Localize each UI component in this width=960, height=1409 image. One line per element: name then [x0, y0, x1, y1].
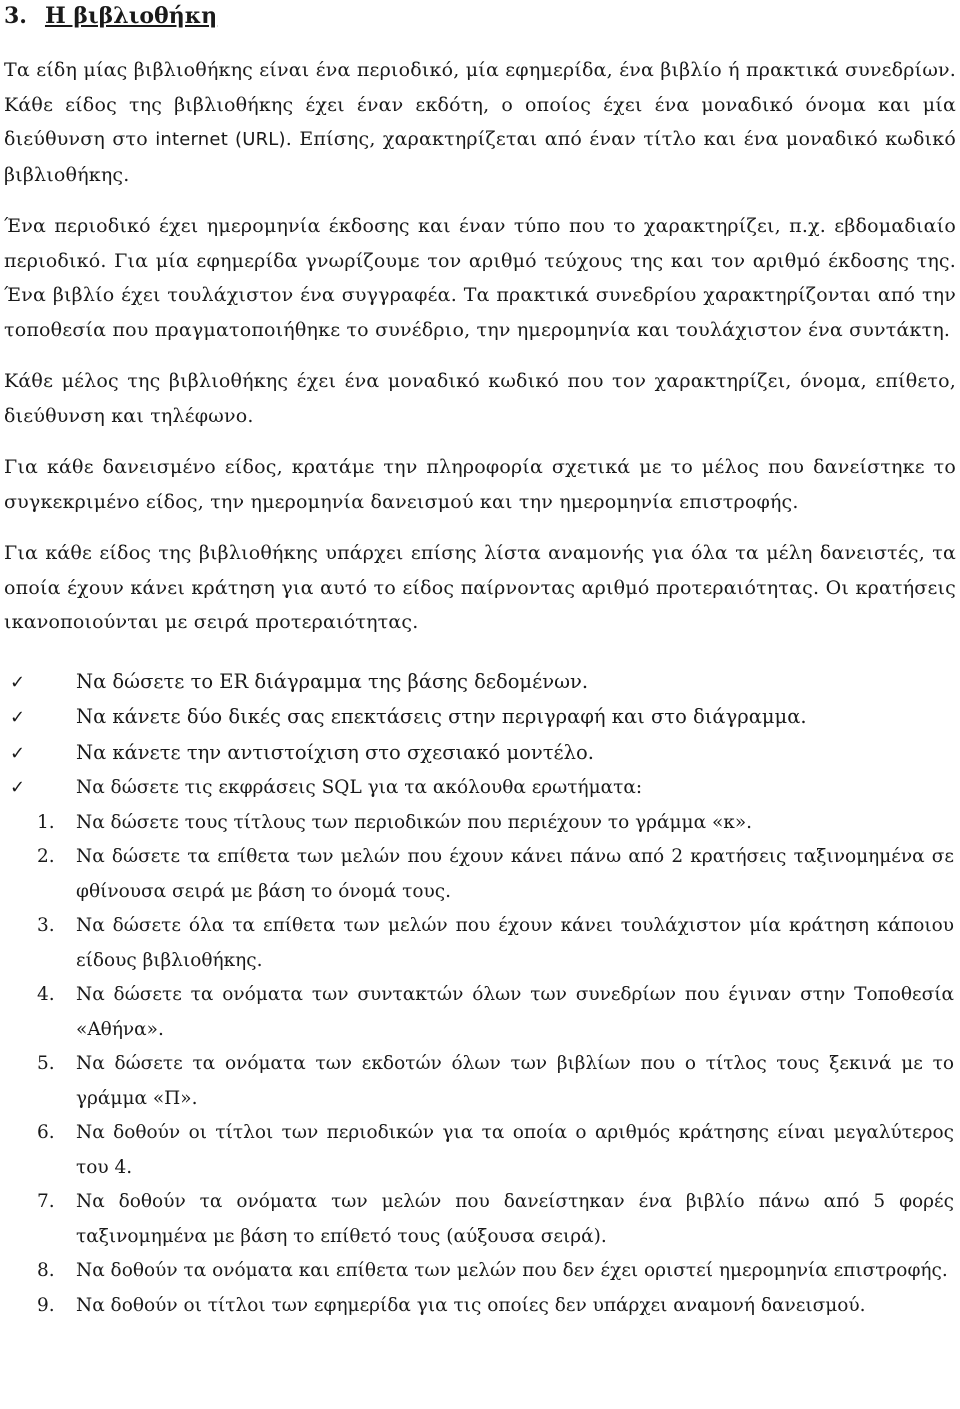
query-item	[4, 1047, 956, 1116]
query-number: 7.	[37, 1191, 55, 1212]
query-text: Να δοθούν τα ονόματα και επίθετα των μελών που δεν έχει οριστεί ημερομηνία επιστροφής.	[76, 1260, 948, 1281]
query-item	[4, 1254, 956, 1289]
query-list	[4, 806, 956, 1324]
query-number: 5.	[37, 1053, 55, 1074]
task-text: Να δώσετε το ER διάγραμμα της βάσης δεδομένων.	[76, 669, 589, 693]
paragraph-library-items	[4, 53, 956, 192]
task-item	[4, 736, 956, 772]
query-number: 1.	[37, 811, 55, 833]
query-number: 4.	[37, 984, 55, 1005]
latin-term: internet (URL)	[155, 129, 286, 150]
query-text: Να δώσετε τα ονόματα των εκδοτών όλων των βιβλίων που ο τίτλος τους ξεκινά με το γράμμα «Π».	[76, 1053, 954, 1109]
task-item	[4, 700, 956, 736]
paragraph-text: . Επίσης, χαρακτηρίζεται από έναν τίτλο και ένα μοναδικό κωδικό βιβλιοθήκης.	[4, 128, 956, 186]
query-text: Να δώσετε τους τίτλους των περιοδικών που περιέχουν το γράμμα «κ».	[76, 811, 753, 833]
paragraph-text: Τα είδη μίας βιβλιοθήκης είναι ένα περιοδικό, μία εφημερίδα, ένα βιβλίο ή πρακτικά συνεδρίων. Κάθε είδος της βιβλιοθήκης έχει έναν εκδότη, ο οποίος έχει ένα μοναδικό όνομα και μία διεύθυνση στο	[4, 59, 956, 150]
query-text: Να δώσετε τα επίθετα των μελών που έχουν κάνει πάνω από 2 κρατήσεις ταξινομημένα σε φθίνουσα σειρά με βάση το όνομά τους.	[76, 846, 954, 902]
query-item	[4, 806, 956, 841]
task-text: Να κάνετε δύο δικές σας επεκτάσεις στην περιγραφή και στο διάγραμμα.	[76, 705, 807, 728]
query-text: Να δοθούν οι τίτλοι των περιοδικών για τα οποία ο αριθμός κράτησης είναι μεγαλύτερος του 4.	[76, 1122, 954, 1178]
query-text: Να δοθούν οι τίτλοι των εφημερίδα για τις οποίες δεν υπάρχει αναμονή δανεισμού.	[76, 1294, 866, 1316]
task-text: Να δώσετε τις εκφράσεις SQL για τα ακόλουθα ερωτήματα:	[76, 777, 643, 798]
checkmark-icon: ✓	[10, 707, 26, 728]
paragraph-item-types: Ένα περιοδικό έχει ημερομηνία έκδοσης και έναν τύπο που το χαρακτηρίζει, π.χ. εβδομαδιαίο περιοδικό. Για μία εφημερίδα γνωρίζουμε τον αριθμό τεύχους της και τον αριθμό έκδοσης της. Ένα βιβλίο έχει τουλάχιστον ένα συγγραφέα. Τα πρακτικά συνεδρίου χαρακτηρίζονται από την τοποθεσία που πραγματοποιήθηκε το συνέδριο, την ημερομηνία και τουλάχιστον ένα συντάκτη.	[4, 215, 956, 341]
section-heading	[4, 0, 956, 32]
query-item	[4, 1185, 956, 1254]
query-text: Να δώσετε όλα τα επίθετα των μελών που έχουν κάνει τουλάχιστον μία κράτηση κάποιου είδους βιβλιοθήκης.	[76, 915, 954, 971]
checkmark-icon: ✓	[10, 742, 26, 764]
paragraph-members: Κάθε μέλος της βιβλιοθήκης έχει ένα μοναδικό κωδικό που τον χαρακτηρίζει, όνομα, επίθετο, διεύθυνση και τηλέφωνο.	[4, 370, 956, 427]
query-number: 2.	[37, 846, 55, 867]
section-title: Η βιβλιοθήκη	[44, 3, 218, 29]
task-item	[4, 771, 956, 806]
query-item	[4, 1289, 956, 1324]
task-list	[4, 665, 956, 806]
query-number: 8.	[37, 1260, 55, 1281]
query-text: Να δοθούν τα ονόματα των μελών που δανείστηκαν ένα βιβλίο πάνω από 5 φορές ταξινομημένα με βάση το επίθετό τους (αύξουσα σειρά).	[76, 1191, 954, 1247]
query-text: Να δώσετε τα ονόματα των συντακτών όλων των συνεδρίων που έγιναν στην Τοποθεσία «Αθήνα».	[76, 984, 954, 1040]
query-item	[4, 1116, 956, 1185]
query-number: 6.	[37, 1122, 55, 1143]
task-item	[4, 665, 956, 701]
query-item	[4, 978, 956, 1047]
query-number: 9.	[37, 1294, 55, 1316]
query-number: 3.	[37, 915, 55, 936]
checkmark-icon: ✓	[10, 777, 26, 798]
paragraph-waiting-list: Για κάθε είδος της βιβλιοθήκης υπάρχει επίσης λίστα αναμονής για όλα τα μέλη δανειστές, τα οποία έχουν κάνει κράτηση για αυτό το είδος παίρνοντας αριθμό προτεραιότητας. Οι κρατήσεις ικανοποιούνται με σειρά προτεραιότητας.	[4, 542, 956, 633]
checkmark-icon: ✓	[10, 671, 26, 693]
paragraph-loans: Για κάθε δανεισμένο είδος, κρατάμε την πληροφορία σχετικά με το μέλος που δανείστηκε το συγκεκριμένο είδος, την ημερομηνία δανεισμού και την ημερομηνία επιστροφής.	[4, 456, 956, 513]
query-item	[4, 909, 956, 978]
query-item	[4, 840, 956, 909]
task-text: Να κάνετε την αντιστοίχιση στο σχεσιακό μοντέλο.	[76, 740, 594, 764]
section-number: 3.	[4, 3, 27, 29]
